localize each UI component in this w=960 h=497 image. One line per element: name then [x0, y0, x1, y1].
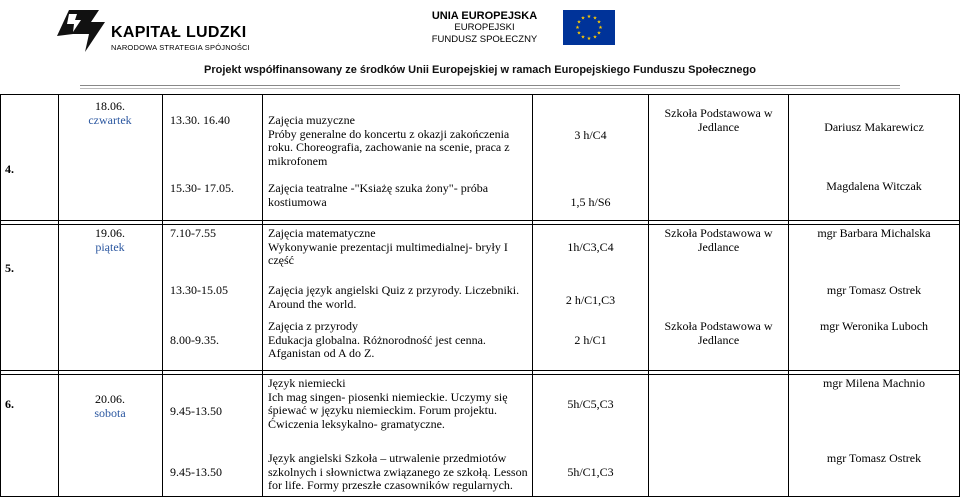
activity-line: śpiewać w języku niemieckim. Forum projektu.: [268, 403, 497, 418]
row-number: 5.: [5, 261, 14, 275]
activity-line: Język niemiecki: [268, 376, 346, 390]
date-text: 19.06.: [95, 226, 125, 240]
group-hours: 1h/C3,C4: [567, 240, 614, 254]
kapital-ludzki-flag-icon: [55, 6, 107, 58]
group-hours: 5h/C1,C3: [567, 465, 614, 479]
time-slot: 9.45-13.50: [170, 404, 222, 418]
table-line: [0, 370, 960, 371]
group-hours: 5h/C5,C3: [567, 397, 614, 411]
table-line: [58, 94, 59, 497]
eu-line3: FUNDUSZ SPOŁECZNY: [431, 34, 538, 45]
time-slot: 8.00-9.35.: [170, 333, 219, 347]
eu-funding-tagline: Projekt współfinansowany ze środków Unii Europejskiej w ramach Europejskiego Funduszu Społecznego: [204, 64, 756, 76]
activity-description: [268, 452, 528, 493]
activity-line: Zajęcia język angielski Quiz z przyrody. Liczebniki.: [268, 283, 520, 297]
place: [649, 227, 788, 254]
kapital-ludzki-logo: [55, 6, 250, 62]
kl-title: KAPITAŁ LUDZKI: [111, 24, 247, 41]
page-header: [0, 0, 960, 90]
place: [649, 320, 788, 347]
date-text: 20.06.: [95, 392, 125, 406]
teacher-name: mgr Barbara Michalska: [817, 226, 931, 240]
activity-line: Zajęcia z przyrody: [268, 319, 358, 333]
svg-text:★: ★: [586, 14, 592, 20]
activity-line: Próby generalne do koncertu z okazji zakończenia: [268, 126, 510, 141]
weekday: czwartek: [88, 112, 132, 127]
place-line: Jedlance: [697, 332, 740, 347]
eu-logo: [417, 10, 777, 60]
activity-line: Język angielski Szkoła – utrwalenie przedmiotów: [268, 451, 507, 465]
eu-line1: UNIA EUROPEJSKA: [431, 10, 538, 22]
teacher-name: mgr Tomasz Ostrek: [826, 283, 922, 297]
svg-text:★: ★: [596, 30, 602, 37]
header-divider-2: [80, 88, 900, 89]
activity-description: [268, 320, 486, 361]
date-text: 18.06.: [95, 99, 125, 113]
teacher-name: mgr Milena Machnio: [823, 376, 925, 390]
place: [649, 107, 788, 134]
svg-text:★: ★: [580, 15, 586, 22]
activity-description: [268, 377, 508, 431]
time-slot: 13.30. 16.40: [170, 113, 230, 127]
header-divider: [80, 85, 900, 86]
table-line: [0, 224, 960, 225]
time-slot: 13.30-15.05: [170, 283, 228, 297]
eu-line2: EUROPEJSKI: [454, 22, 515, 33]
svg-text:★: ★: [592, 34, 598, 41]
table-line: [0, 220, 960, 221]
row-date: [60, 100, 160, 127]
activity-line: Zajęcia muzyczne: [268, 113, 355, 127]
svg-text:★: ★: [575, 25, 580, 31]
svg-text:★: ★: [576, 19, 582, 26]
teacher-name: mgr Tomasz Ostrek: [826, 451, 922, 465]
activity-description: [268, 182, 488, 209]
activity-line: Around the world.: [268, 296, 357, 311]
row-date: [60, 227, 160, 254]
svg-text:★: ★: [580, 34, 586, 41]
activity-line: Ćwiczenia leksykalno- gramatyczne.: [268, 416, 445, 431]
activity-line: Wykonywanie prezentacji multimedialnej- bryły I: [268, 239, 508, 254]
activity-description: [268, 284, 519, 311]
activity-line: kostiumowa: [268, 194, 327, 209]
weekday: sobota: [94, 405, 126, 420]
group-hours: 2 h/C1: [574, 333, 607, 347]
teacher-name: Magdalena Witczak: [826, 179, 922, 193]
eu-text: [417, 10, 552, 46]
place-line: Szkoła Podstawowa w: [664, 226, 773, 240]
activity-line: Afganistan od A do Z.: [268, 346, 375, 361]
activity-line: Zajęcia matematyczne: [268, 226, 376, 240]
teacher-name: mgr Weronika Luboch: [819, 319, 929, 333]
time-slot: 7.10-7.55: [170, 226, 216, 240]
activity-description: [268, 227, 508, 268]
table-line: [648, 94, 649, 497]
activity-line: mikrofonem: [268, 153, 328, 168]
activity-line: szkolnych i słownictwa związanego ze szkołą. Lesson: [268, 464, 528, 479]
activity-line: część: [268, 253, 294, 268]
table-line: [0, 94, 960, 95]
row-number: 4.: [5, 162, 14, 176]
activity-description: [268, 114, 510, 168]
table-line: [0, 94, 1, 497]
activity-line: roku. Choreografia, zachowanie na scenie, praca z: [268, 140, 510, 155]
svg-text:★: ★: [586, 36, 592, 42]
place-line: Jedlance: [697, 239, 740, 254]
row-date: [60, 393, 160, 420]
eu-flag-icon: [563, 10, 615, 45]
group-hours: 3 h/C4: [574, 128, 607, 142]
place-line: Jedlance: [697, 119, 740, 134]
time-slot: 15.30- 17.05.: [170, 181, 234, 195]
table-line: [162, 94, 163, 497]
place-line: Szkoła Podstawowa w: [664, 319, 773, 333]
svg-text:★: ★: [598, 25, 603, 31]
svg-text:★: ★: [576, 30, 582, 37]
table-line: [262, 94, 263, 497]
activity-line: Ich mag singen- piosenki niemieckie. Uczymy się: [268, 389, 508, 404]
kl-subtitle: NARODOWA STRATEGIA SPÓJNOŚCI: [111, 43, 250, 52]
row-number: 6.: [5, 397, 14, 411]
activity-line: Zajęcia teatralne -"Ksiażę szuka żony"- próba: [268, 181, 489, 195]
activity-line: for life. Formy przeszłe czasowników regularnych.: [268, 478, 513, 493]
teacher-name: Dariusz Makarewicz: [824, 120, 924, 134]
table-line: [0, 374, 960, 375]
group-hours: 2 h/C1,C3: [565, 293, 616, 307]
weekday: piątek: [95, 239, 125, 254]
svg-text:★: ★: [596, 19, 602, 26]
place-line: Szkoła Podstawowa w: [664, 106, 773, 120]
activity-line: Edukacja globalna. Różnorodność jest cenna.: [268, 332, 486, 347]
group-hours: 1,5 h/S6: [570, 195, 611, 209]
time-slot: 9.45-13.50: [170, 465, 222, 479]
svg-text:★: ★: [592, 15, 598, 22]
